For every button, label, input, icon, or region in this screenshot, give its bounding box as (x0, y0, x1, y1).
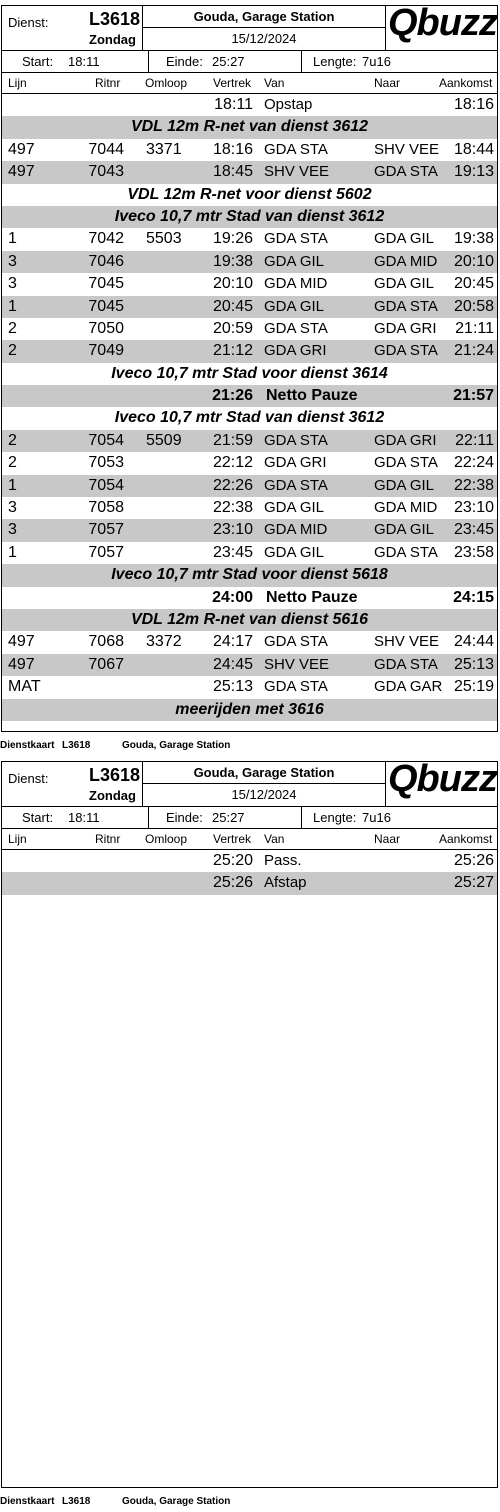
vertrek-cell: 18:16 (212, 140, 253, 158)
ritnr-cell: 7054 (88, 431, 124, 449)
lengte-label: Lengte: (313, 810, 357, 825)
divider (148, 807, 149, 828)
lijn-cell: 1 (8, 476, 17, 494)
vertrek-cell: 21:12 (212, 342, 253, 360)
aankomst-cell: 22:11 (455, 431, 494, 449)
vertrek-cell: 21:59 (212, 431, 253, 449)
ritnr-cell: 7049 (88, 342, 124, 360)
ritnr-cell: 7053 (88, 454, 124, 472)
einde-label: Einde: (166, 54, 203, 69)
divider (385, 762, 386, 806)
van-cell: SHV VEE (264, 655, 330, 673)
omloop-cell: 3372 (146, 633, 182, 651)
van-cell: GDA STA (264, 678, 328, 696)
column-headers (2, 73, 497, 94)
vertrek-cell: 23:10 (212, 521, 253, 539)
ritnr-cell: 7057 (88, 543, 124, 561)
lijn-cell: 497 (8, 655, 35, 673)
ritnr-cell: 7045 (88, 297, 124, 315)
footer-label: Dienstkaart (0, 740, 55, 751)
van-cell: Afstap (264, 874, 307, 892)
vertrek-cell: 24:00 (212, 588, 253, 606)
aankomst-cell: 19:13 (453, 163, 494, 181)
table-row (2, 94, 497, 116)
einde-label: Einde: (166, 810, 203, 825)
start-time: 18:11 (68, 54, 100, 69)
col-omloop: Omloop (145, 76, 188, 90)
dienstkaart-card (1, 758, 498, 1488)
day-label: Zondag (89, 788, 136, 803)
column-headers (2, 829, 497, 850)
naar-cell: GDA STA (374, 655, 438, 673)
naar-cell: GDA STA (374, 342, 438, 360)
table-row (2, 519, 497, 541)
col-aankomst: Aankomst (439, 832, 493, 846)
vertrek-cell: 25:26 (212, 874, 253, 892)
aankomst-cell: 23:10 (453, 499, 494, 517)
van-cell: SHV VEE (264, 163, 330, 181)
vertrek-cell: 22:38 (212, 499, 253, 517)
naar-cell: GDA GAR (374, 678, 443, 696)
section-header: VDL 12m R-net van dienst 3612 (2, 116, 497, 138)
naar-cell: GDA GRI (374, 431, 437, 449)
naar-cell: GDA STA (374, 454, 438, 472)
vertrek-cell: 25:20 (212, 852, 253, 869)
aankomst-cell: 20:45 (453, 275, 494, 293)
vertrek-cell: 24:17 (212, 633, 253, 651)
aankomst-cell: 25:26 (453, 852, 494, 869)
aankomst-cell: 19:38 (453, 230, 494, 248)
dienst-label: Dienst: (8, 15, 49, 30)
aankomst-cell: 25:19 (453, 678, 494, 696)
aankomst-cell: 18:44 (453, 140, 494, 158)
vertrek-cell: 20:10 (212, 275, 253, 293)
ritnr-cell: 7046 (88, 252, 124, 270)
divider (301, 51, 302, 72)
van-cell: GDA MID (264, 275, 328, 293)
ritnr-cell: 7067 (88, 655, 124, 673)
aankomst-cell: 23:58 (453, 543, 494, 561)
footer-code: L3618 (62, 740, 91, 751)
dienstkaart-page (0, 756, 500, 1512)
aankomst-cell: 21:57 (453, 387, 494, 405)
aankomst-cell: 25:27 (453, 874, 494, 892)
lijn-cell: 3 (8, 252, 17, 270)
ritnr-cell: 7045 (88, 275, 124, 293)
table-row (2, 676, 497, 698)
section-header: VDL 12m R-net voor dienst 5602 (127, 185, 372, 203)
van-cell: GDA GIL (264, 543, 325, 561)
table-row (2, 542, 497, 564)
table-row (2, 475, 497, 497)
van-cell: GDA GRI (264, 454, 327, 472)
table-row (2, 497, 497, 519)
vertrek-cell: 20:45 (212, 297, 253, 315)
schedule-body (2, 850, 497, 895)
vertrek-cell: 23:45 (212, 543, 253, 561)
aankomst-cell: 24:15 (453, 588, 494, 606)
col-ritnr: Ritnr (95, 76, 121, 90)
van-cell: GDA MID (264, 521, 328, 539)
lijn-cell: 2 (8, 342, 17, 360)
table-row (2, 228, 497, 250)
vertrek-cell: 24:45 (212, 655, 253, 673)
table-row (2, 452, 497, 474)
start-label: Start: (22, 810, 54, 825)
lijn-cell: MAT (8, 678, 41, 696)
aankomst-cell: 25:13 (453, 655, 494, 673)
van-cell: GDA STA (264, 633, 328, 651)
naar-cell: GDA GIL (374, 275, 435, 293)
vertrek-cell: 18:11 (214, 96, 253, 113)
naar-cell: GDA STA (374, 163, 438, 181)
dienst-code: L3618 (89, 765, 141, 785)
col-lijn: Lijn (8, 832, 27, 846)
table-row (2, 273, 497, 295)
vertrek-cell: 19:26 (212, 230, 253, 248)
lengte-value: 7u16 (362, 54, 391, 69)
table-row (2, 318, 497, 340)
table-row (2, 654, 497, 676)
ritnr-cell: 7050 (88, 319, 124, 337)
van-cell: GDA GRI (264, 342, 327, 360)
section-header: meerijden met 3616 (2, 699, 497, 721)
times-bar (2, 807, 497, 829)
vertrek-cell: 21:26 (212, 387, 253, 405)
vertrek-cell: 19:38 (212, 252, 253, 270)
footer-location: Gouda, Garage Station (122, 740, 231, 751)
pause-label: Netto Pauze (266, 387, 358, 405)
qbuzz-logo: Qbuzz (388, 758, 497, 800)
section-header: Iveco 10,7 mtr Stad van dienst 3612 (114, 409, 385, 427)
lijn-cell: 1 (8, 297, 17, 315)
aankomst-cell: 20:10 (453, 252, 494, 270)
aankomst-cell: 23:45 (453, 521, 494, 539)
vertrek-cell: 25:13 (212, 678, 253, 696)
naar-cell: GDA MID (374, 252, 438, 270)
table-row (2, 161, 497, 183)
dienst-code: L3618 (89, 9, 141, 29)
einde-time: 25:27 (212, 810, 245, 825)
table-row (2, 251, 497, 273)
pause-label: Netto Pauze (266, 588, 358, 606)
omloop-cell: 5503 (146, 230, 182, 248)
aankomst-cell: 21:24 (453, 342, 494, 360)
col-van: Van (264, 832, 285, 846)
start-label: Start: (22, 54, 54, 69)
date: 15/12/2024 (231, 787, 297, 802)
van-cell: GDA GIL (264, 252, 325, 270)
ritnr-cell: 7042 (88, 230, 124, 248)
aankomst-cell: 24:44 (453, 633, 494, 651)
table-row (2, 872, 497, 894)
col-lijn: Lijn (8, 76, 27, 90)
lengte-label: Lengte: (313, 54, 357, 69)
van-cell: GDA STA (264, 319, 328, 337)
col-vertrek: Vertrek (213, 832, 252, 846)
van-cell: GDA STA (264, 431, 328, 449)
van-cell: Opstap (264, 96, 313, 113)
location: Gouda, Garage Station (143, 762, 385, 784)
section-header: VDL 12m R-net van dienst 5616 (2, 609, 497, 631)
van-cell: Pass. (264, 852, 302, 869)
table-row (2, 430, 497, 452)
ritnr-cell: 7058 (88, 499, 124, 517)
aankomst-cell: 22:24 (453, 454, 494, 472)
pause-row (2, 385, 497, 407)
lijn-cell: 497 (8, 163, 35, 181)
naar-cell: GDA STA (374, 543, 438, 561)
ritnr-cell: 7043 (88, 163, 124, 181)
card-header (2, 2, 497, 51)
einde-time: 25:27 (212, 54, 245, 69)
vertrek-cell: 22:26 (212, 476, 253, 494)
col-vertrek: Vertrek (213, 76, 252, 90)
divider (385, 6, 386, 50)
table-row (2, 340, 497, 362)
ritnr-cell: 7054 (88, 476, 124, 494)
omloop-cell: 5509 (146, 431, 182, 449)
footer-label: Dienstkaart (0, 1496, 55, 1507)
card-header (2, 758, 497, 807)
omloop-cell: 3371 (146, 140, 182, 158)
lijn-cell: 3 (8, 275, 17, 293)
aankomst-cell: 18:16 (453, 96, 494, 113)
footer-location: Gouda, Garage Station (122, 1496, 231, 1507)
col-aankomst: Aankomst (439, 76, 493, 90)
table-row (2, 850, 497, 872)
table-row (2, 139, 497, 161)
vertrek-cell: 18:45 (212, 163, 253, 181)
lengte-value: 7u16 (362, 810, 391, 825)
van-cell: GDA GIL (264, 499, 325, 517)
ritnr-cell: 7057 (88, 521, 124, 539)
lijn-cell: 497 (8, 140, 35, 158)
section-header: Iveco 10,7 mtr Stad voor dienst 3614 (111, 364, 388, 382)
footer-code: L3618 (62, 1496, 91, 1507)
table-row (2, 296, 497, 318)
date: 15/12/2024 (231, 31, 297, 46)
aankomst-cell: 21:11 (455, 319, 494, 337)
lijn-cell: 1 (8, 543, 17, 561)
day-label: Zondag (89, 32, 136, 47)
divider (148, 51, 149, 72)
naar-cell: GDA STA (374, 297, 438, 315)
section-header: Iveco 10,7 mtr Stad van dienst 3612 (2, 206, 497, 228)
table-row (2, 631, 497, 653)
van-cell: GDA GIL (264, 297, 325, 315)
lijn-cell: 3 (8, 499, 17, 517)
naar-cell: GDA GRI (374, 319, 437, 337)
start-time: 18:11 (68, 810, 100, 825)
dienst-label: Dienst: (8, 771, 49, 786)
lijn-cell: 1 (8, 230, 17, 248)
naar-cell: GDA GIL (374, 230, 435, 248)
pause-row (2, 587, 497, 609)
aankomst-cell: 22:38 (453, 476, 494, 494)
lijn-cell: 2 (8, 431, 17, 449)
lijn-cell: 497 (8, 633, 35, 651)
lijn-cell: 2 (8, 454, 17, 472)
van-cell: GDA STA (264, 140, 328, 158)
ritnr-cell: 7068 (88, 633, 124, 651)
location: Gouda, Garage Station (143, 6, 385, 28)
col-naar: Naar (374, 76, 401, 90)
naar-cell: SHV VEE (374, 633, 440, 651)
times-bar (2, 51, 497, 73)
col-naar: Naar (374, 832, 401, 846)
col-van: Van (264, 76, 285, 90)
qbuzz-logo: Qbuzz (388, 2, 497, 44)
col-ritnr: Ritnr (95, 832, 121, 846)
lijn-cell: 3 (8, 521, 17, 539)
vertrek-cell: 20:59 (212, 319, 253, 337)
section-header: Iveco 10,7 mtr Stad voor dienst 5618 (2, 564, 497, 586)
schedule-body (2, 94, 497, 721)
dienstkaart-card (1, 2, 498, 732)
lijn-cell: 2 (8, 319, 17, 337)
col-omloop: Omloop (145, 832, 188, 846)
naar-cell: GDA GIL (374, 476, 435, 494)
naar-cell: GDA MID (374, 499, 438, 517)
van-cell: GDA STA (264, 230, 328, 248)
ritnr-cell: 7044 (88, 140, 124, 158)
van-cell: GDA STA (264, 476, 328, 494)
naar-cell: SHV VEE (374, 140, 440, 158)
divider (301, 807, 302, 828)
vertrek-cell: 22:12 (212, 454, 253, 472)
naar-cell: GDA GIL (374, 521, 435, 539)
aankomst-cell: 20:58 (453, 297, 494, 315)
